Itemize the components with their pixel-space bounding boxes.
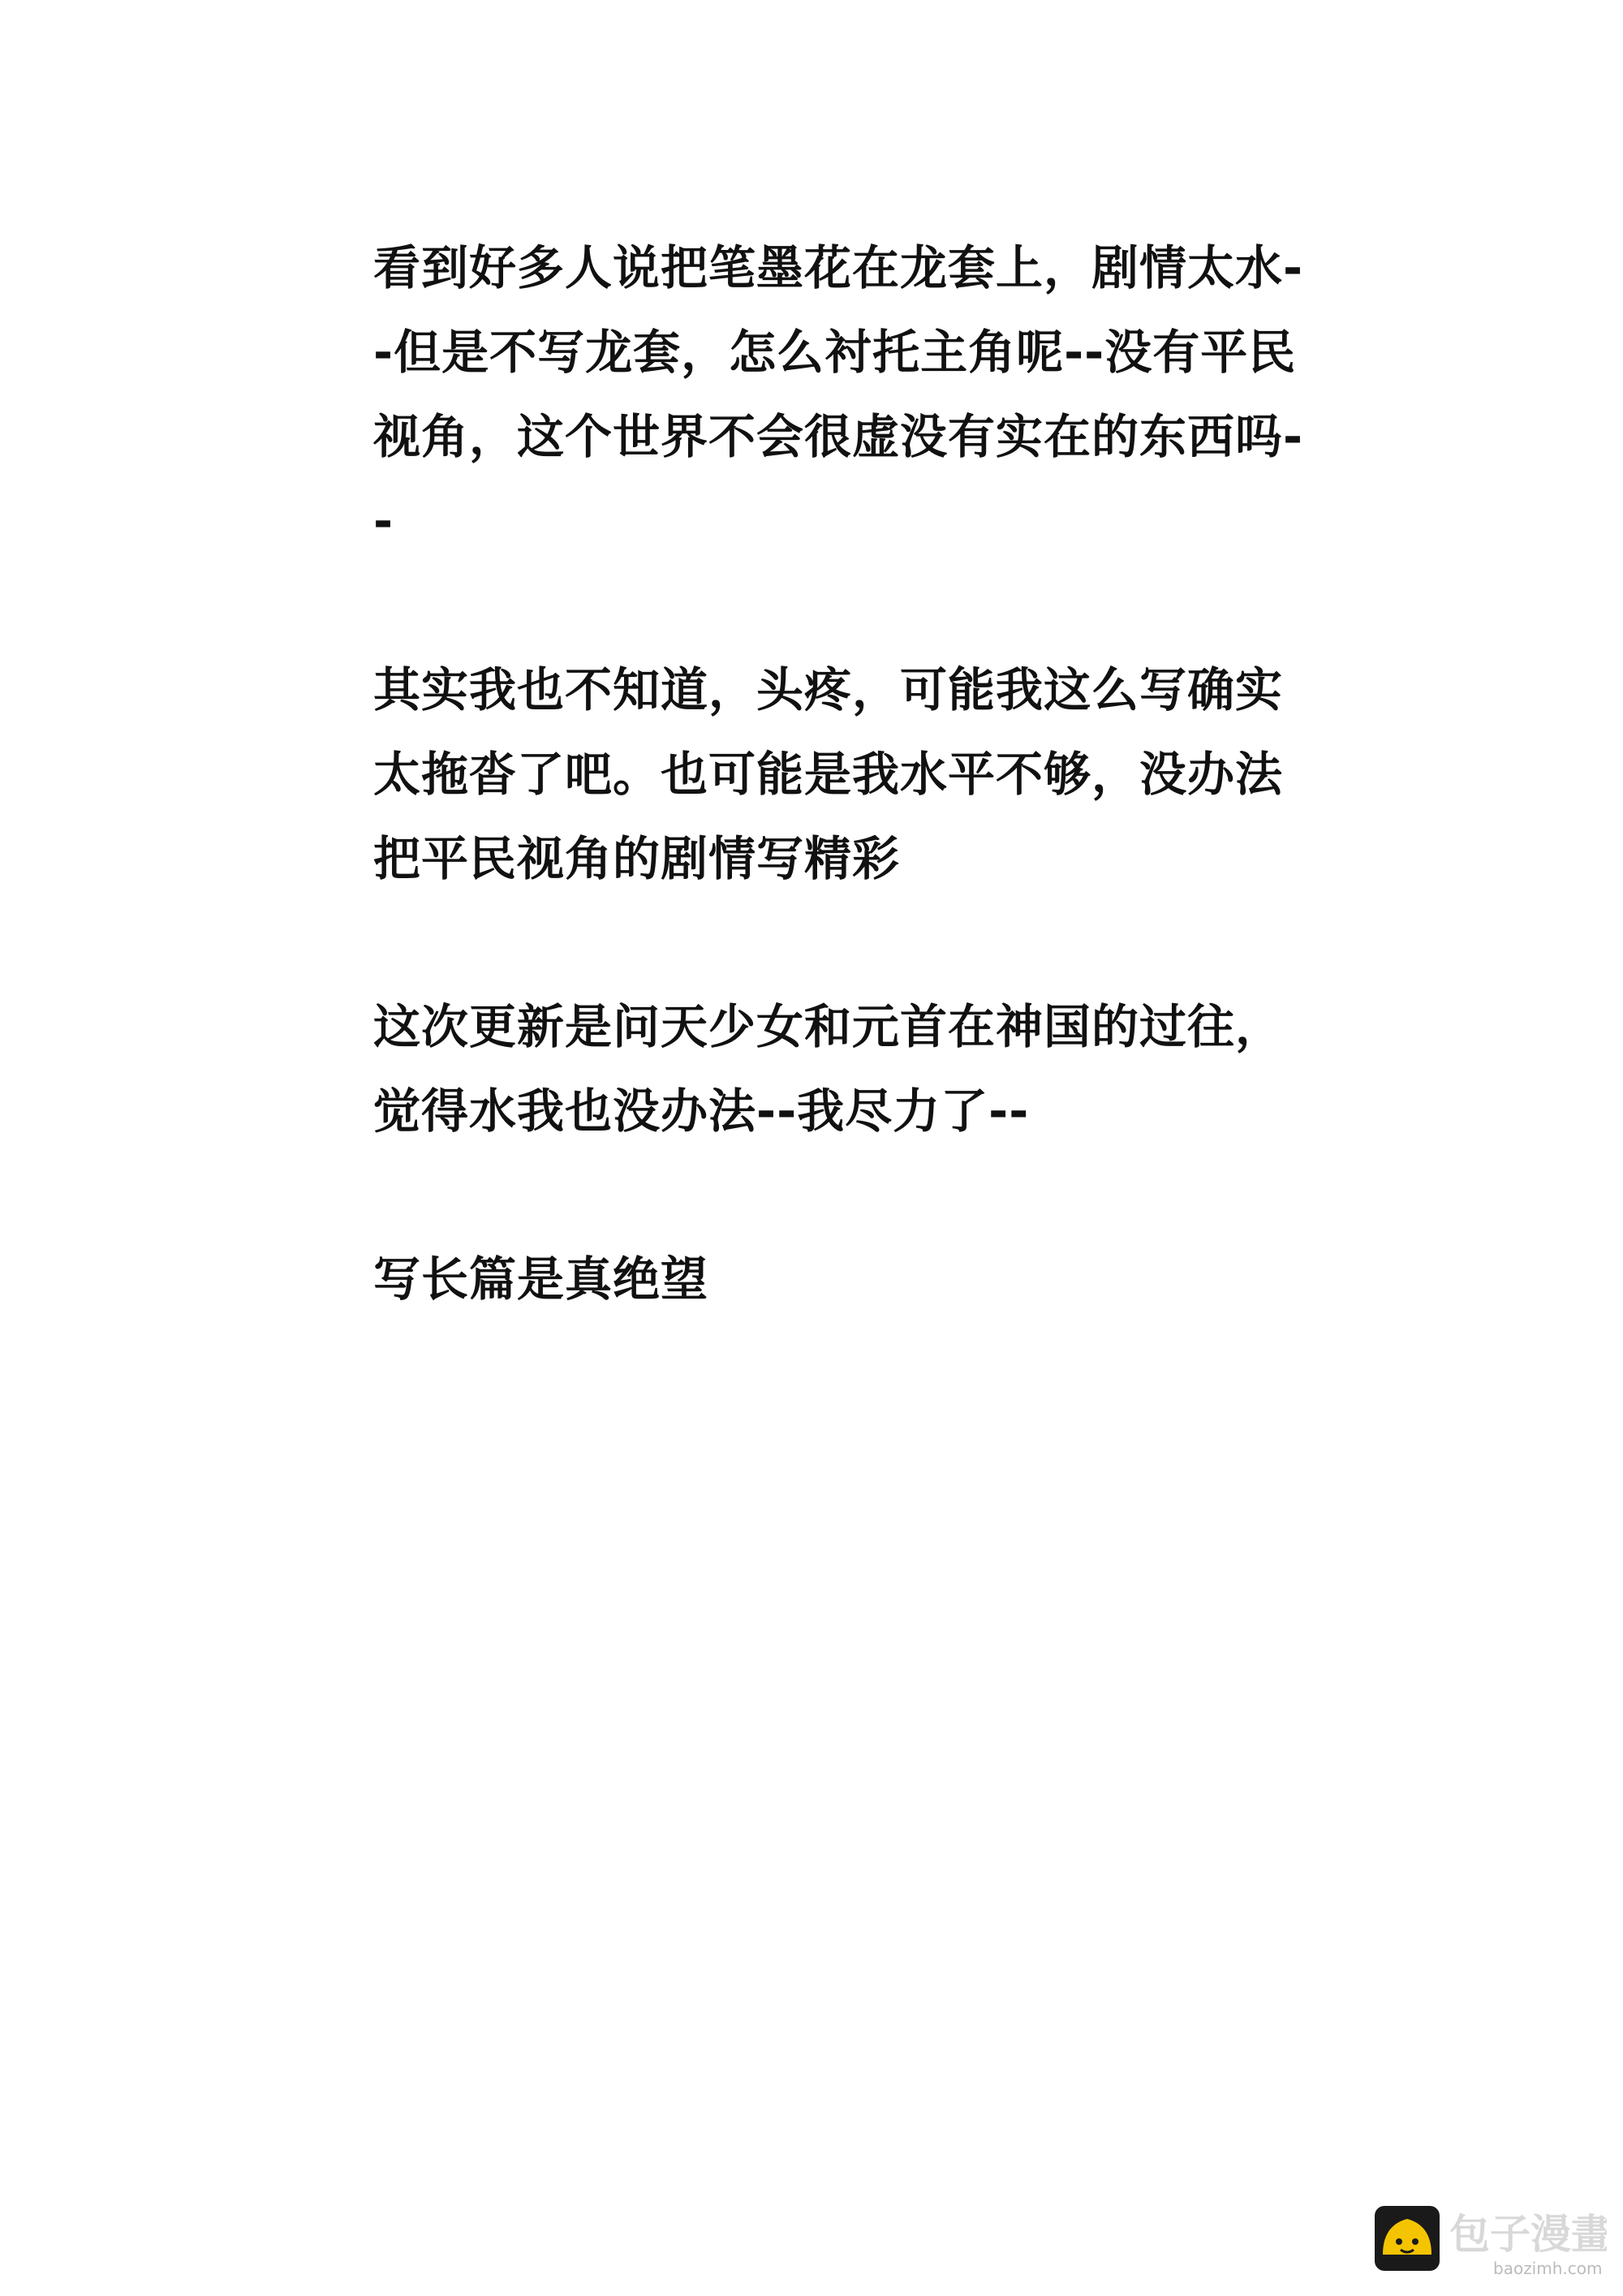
watermark-url: baozimh.com <box>1493 2259 1603 2278</box>
note-paragraph-2: 其实我也不知道，头疼，可能我这么写确实太拖沓了吧。也可能是我水平不够，没办法把平民视角的剧情写精彩 <box>373 662 1284 886</box>
watermark-logo <box>1371 2201 1607 2282</box>
note-paragraph-1: 看到好多人说把笔墨花在龙套上，剧情太水--但是不写龙套，怎么衬托主角呢--没有平民视角，这个世界不会很虚没有实在的东西吗-- <box>373 240 1304 549</box>
watermark-logo-text: 包子漫畫 <box>1449 2210 1607 2258</box>
note-paragraph-4: 写长篇是真绝望 <box>373 1251 709 1307</box>
author-note <box>373 226 1315 1321</box>
bun-mascot-icon <box>1375 2206 1440 2271</box>
watermark <box>1371 2201 1607 2282</box>
note-paragraph-3: 这次更新是问天少女和元首在神国的过往，觉得水我也没办法--我尽力了-- <box>373 999 1284 1139</box>
